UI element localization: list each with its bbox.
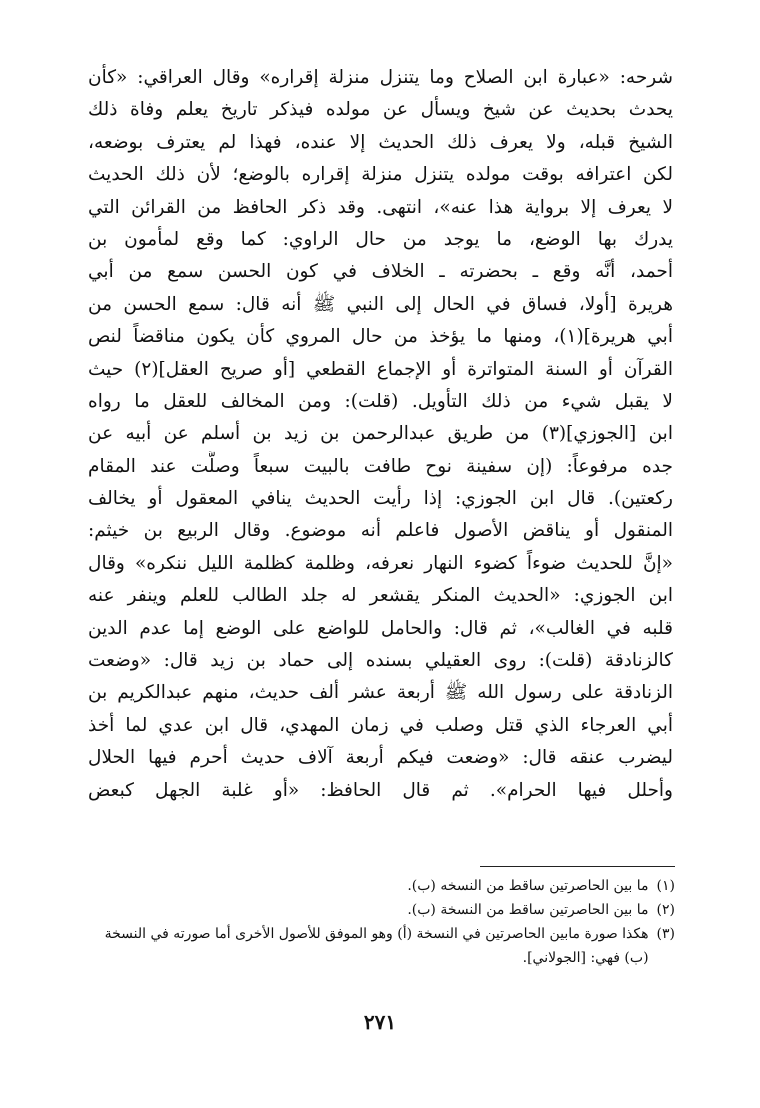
- text-line: جده مرفوعاً: (إن سفينة نوح طافت بالبيت سبعاً وصلَّت عند المقام: [88, 455, 673, 477]
- footnote-text: ما بين الحاصرتين ساقط من النسخة (ب).: [407, 902, 649, 918]
- footnote: [90, 922, 675, 970]
- text-line: ركعتين). قال ابن الجوزي: إذا رأيت الحديث ينافي المعقول أو يخالف: [88, 488, 673, 510]
- text-line: ليضرب عنقه قال: «وضعت فيكم أربعة آلاف حديث أحرم فيها الحلال: [88, 747, 673, 769]
- footnotes: [90, 874, 675, 970]
- text-line: «إنَّ للحديث ضوءاً كضوء النهار نعرفه، وظلمة كظلمة الليل ننكره» وقال: [88, 552, 673, 574]
- page-number: ٢٧١: [363, 1010, 397, 1034]
- text-line: يحدث بحديث عن شيخ ويسأل عن مولده فيذكر تاريخ يعلم وفاة ذلك: [88, 99, 673, 121]
- footnote-separator: [480, 866, 675, 867]
- footnote-number: (٣): [656, 926, 675, 942]
- footnote-number: (٢): [656, 902, 675, 918]
- footnote-number: (١): [656, 878, 675, 894]
- main-text: [88, 62, 673, 807]
- text-line: وأحلل فيها الحرام». ثم قال الحافظ: «أو غلبة الجهل كبعض: [88, 779, 673, 801]
- text-line: أحمد، أنَّه وقع ـ بحضرته ـ الخلاف في كون الحسن سمع من أبي: [88, 261, 673, 283]
- text-line: قلبه في الغالب»، ثم قال: والحامل للواضع على الوضع إما عدم الدين: [88, 617, 673, 639]
- text-line: لكن اعترافه بوقت مولده يتنزل منزلة إقراره بالوضع؛ لأن ذلك الحديث: [88, 164, 673, 186]
- footnote-text: ما بين الحاصرتين ساقط من النسخه (ب).: [407, 878, 649, 894]
- text-line: شرحه: «عبارة ابن الصلاح وما يتنزل منزلة إقراره» وقال العراقي: «كأن: [88, 67, 673, 88]
- text-line: كالزنادقة (قلت): روى العقيلي بسنده إلى حماد بن زيد قال: «وضعت: [88, 650, 673, 672]
- text-line: أبي العرجاء الذي قتل وصلب في زمان المهدي، قال ابن عدي لما أخذ: [88, 714, 673, 736]
- text-line: لا يقبل شيء من ذلك التأويل. (قلت): ومن المخالف للعقل ما رواه: [88, 390, 673, 412]
- text-line: هريرة [أولا، فساق في الحال إلى النبي ﷺ أنه قال: سمع الحسن من: [88, 293, 673, 315]
- text-line: الشيخ قبله، ولا يعرف ذلك الحديث إلا عنده، فهذا لم يعترف بوضعه،: [88, 131, 673, 153]
- text-line: ابن الجوزي: «الحديث المنكر يقشعر له جلد الطالب للعلم وينفر عنه: [88, 585, 673, 607]
- text-line: لا يعرف إلا برواية هذا عنه»، انتهى. وقد ذكر الحافظ من القرائن التي: [88, 196, 673, 218]
- footnote: [90, 874, 675, 898]
- text-line: أبي هريرة](١)، ومنها ما يؤخذ من حال المروي كأن يكون مناقضاً لنص: [88, 326, 673, 348]
- footnote-text: هكذا صورة مابين الحاصرتين في النسخة (أ) وهو الموفق للأصول الأخرى أما صورته في النسخة (ب) فهي: [الجولاني].: [104, 926, 649, 966]
- text-line: الزنادقة على رسول الله ﷺ أربعة عشر ألف حديث، منهم عبدالكريم بن: [88, 682, 673, 704]
- text-line: المنقول أو يناقض الأصول فاعلم أنه موضوع. وقال الربيع بن خيثم:: [88, 520, 673, 542]
- footnote: [90, 898, 675, 922]
- text-line: ابن [الجوزي](٣) من طريق عبدالرحمن بن زيد بن أسلم عن أبيه عن: [88, 423, 673, 445]
- text-line: القرآن أو السنة المتواترة أو الإجماع القطعي [أو صريح العقل](٢) حيث: [88, 358, 673, 380]
- text-line: يدرك بها الوضع، ما يوجد من حال الراوي: كما وقع لمأمون بن: [88, 228, 673, 250]
